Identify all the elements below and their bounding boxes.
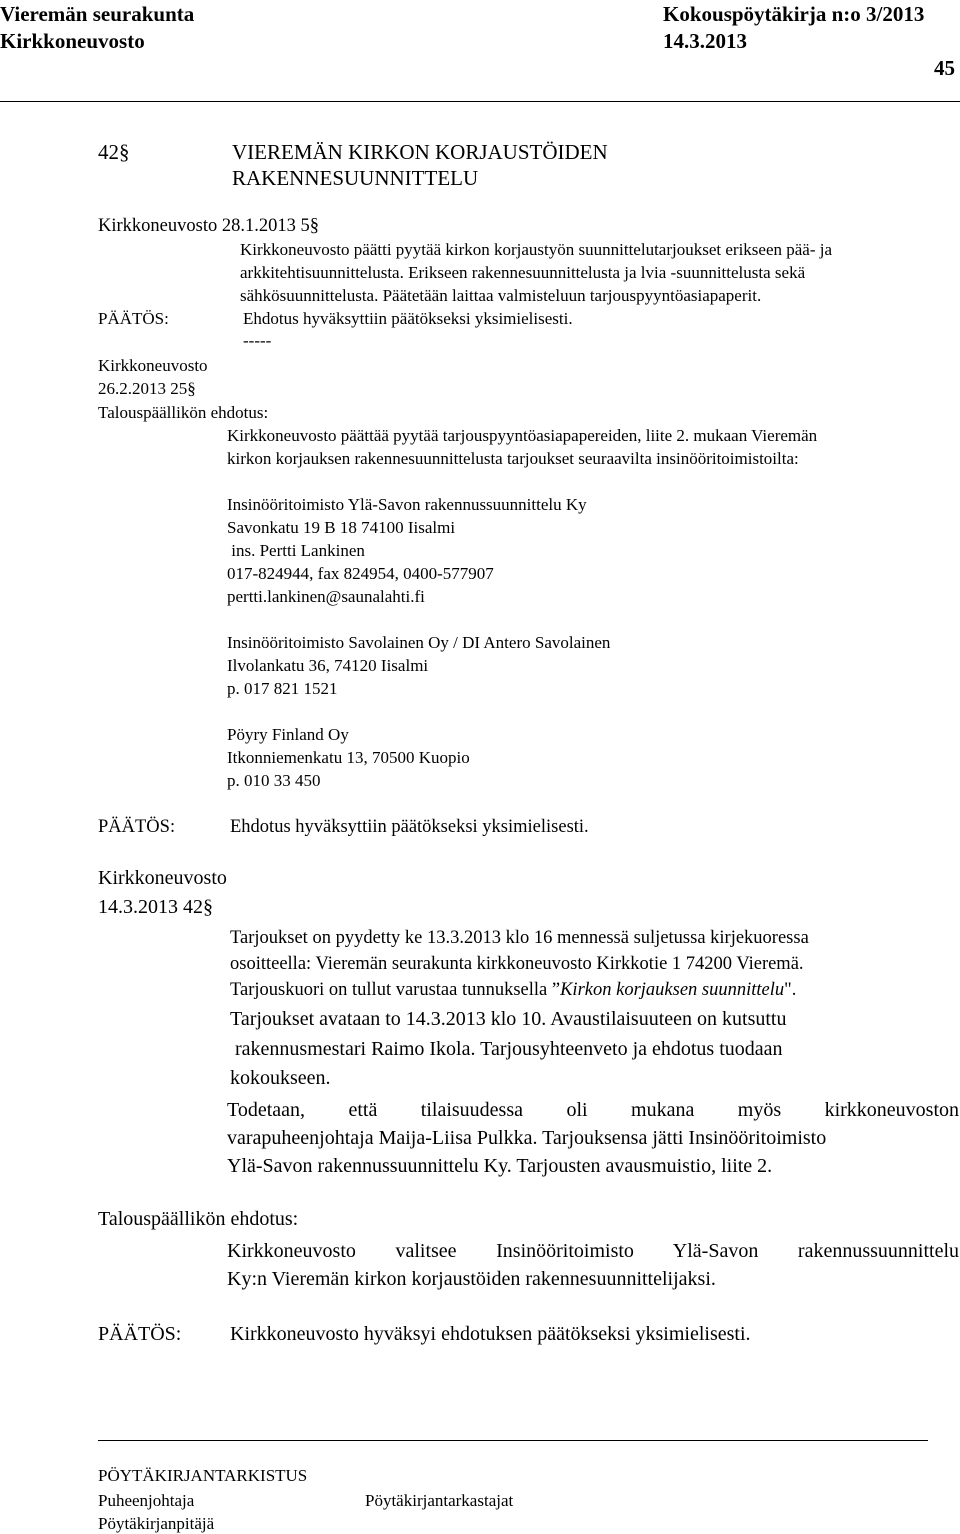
meeting3-p3-line: Todetaan, että tilaisuudessa oli mukana myös kirkkoneuvoston	[227, 1099, 959, 1121]
meeting2-proposal-label: Talouspäällikön ehdotus:	[98, 403, 269, 422]
meeting3-p3-line: Ylä-Savon rakennussuunnittelu Ky. Tarjousten avausmuistio, liite 2.	[227, 1155, 773, 1177]
meeting1-line: arkkitehtisuunnittelusta. Erikseen rakennesuunnittelusta ja lvia -suunnittelusta sekä	[240, 263, 806, 282]
footer-secretary: Pöytäkirjanpitäjä	[98, 1514, 215, 1533]
meeting3-p2-line: rakennusmestari Raimo Ikola. Tarjousyhteenveto ja ehdotus tuodaan	[230, 1038, 783, 1060]
meeting2-decision-label: PÄÄTÖS:	[98, 817, 176, 837]
meeting1-line: Kirkkoneuvosto päätti pyytää kirkon korjaustyön suunnittelutarjoukset erikseen pää- ja	[240, 240, 833, 259]
office-line: ins. Pertti Lankinen	[227, 541, 365, 560]
office-line: Insinööritoimisto Savolainen Oy / DI Antero Savolainen	[227, 633, 611, 652]
office-line: 017-824944, fax 824954, 0400-577907	[227, 564, 494, 583]
meeting3-proposal-line: Kirkkoneuvosto valitsee Insinööritoimisto Ylä-Savon rakennussuunnittelu	[227, 1240, 959, 1262]
meeting3-decision-label: PÄÄTÖS:	[98, 1323, 182, 1345]
meeting3-p2-line: kokoukseen.	[230, 1067, 331, 1089]
meeting3-p3	[227, 1096, 959, 1180]
meeting1-line: sähkösuunnittelusta. Päätetään laittaa valmisteluun tarjouspyyntöasiapaperit.	[240, 286, 762, 305]
footer-title: PÖYTÄKIRJANTARKISTUS	[98, 1466, 308, 1485]
section-title-line1: VIEREMÄN KIRKON KORJAUSTÖIDEN	[232, 140, 608, 164]
meeting3-p1-line3: Tarjouskuori on tullut varustaa tunnuksella ”Kirkon korjauksen suunnittelu".	[230, 980, 797, 1000]
meeting3-p2-line: Tarjoukset avataan to 14.3.2013 klo 10. Avaustilaisuuteen on kutsuttu	[230, 1008, 787, 1030]
office-line: Pöyry Finland Oy	[227, 725, 349, 744]
meeting3-body: Kirkkoneuvosto	[98, 867, 227, 889]
header-doc: Kokouspöytäkirja n:o 3/2013	[663, 2, 925, 26]
office-line: Savonkatu 19 B 18 74100 Iisalmi	[227, 518, 456, 537]
meeting2-proposal-line: kirkon korjauksen rakennesuunnittelusta tarjoukset seuraavilta insinööritoimistoilta:	[227, 449, 799, 468]
meeting2-proposal-line: Kirkkoneuvosto päättää pyytää tarjouspyyntöasiapapereiden, liite 2. mukaan Vieremän	[227, 426, 818, 445]
meeting3-ref: 14.3.2013 42§	[98, 896, 213, 918]
header-rule	[0, 101, 960, 102]
office-line: Ilvolankatu 36, 74120 Iisalmi	[227, 656, 429, 675]
meeting2-decision: Ehdotus hyväksyttiin päätökseksi yksimielisesti.	[230, 817, 589, 837]
meeting1-decision: Ehdotus hyväksyttiin päätökseksi yksimielisesti.	[243, 309, 573, 328]
meeting3-proposal	[227, 1237, 959, 1293]
meeting3-p3-line: varapuheenjohtaja Maija-Liisa Pulkka. Tarjouksensa jätti Insinööritoimisto	[227, 1127, 827, 1149]
page-number: 45	[934, 56, 955, 80]
footer-checkers: Pöytäkirjantarkastajat	[365, 1491, 514, 1510]
meeting3-proposal-line: Ky:n Vieremän kirkon korjaustöiden rakennesuunnittelijaksi.	[227, 1268, 716, 1290]
meeting2-ref: 26.2.2013 25§	[98, 379, 196, 398]
meeting3-p1-line: Tarjoukset on pyydetty ke 13.3.2013 klo 16 mennessä suljetussa kirjekuoressa	[230, 928, 809, 948]
meeting1-ref: Kirkkoneuvosto 28.1.2013 5§	[98, 216, 319, 236]
section-title-line2: RAKENNESUUNNITTELU	[232, 166, 479, 190]
meeting3-p1-line: osoitteella: Vieremän seurakunta kirkkoneuvosto Kirkkotie 1 74200 Vieremä.	[230, 954, 804, 974]
footer-chair: Puheenjohtaja	[98, 1491, 195, 1510]
header-org: Vieremän seurakunta	[0, 2, 195, 26]
header-body: Kirkkoneuvosto	[0, 29, 145, 53]
meeting3-proposal-label: Talouspäällikön ehdotus:	[98, 1208, 299, 1230]
meeting3-decision: Kirkkoneuvosto hyväksyi ehdotuksen päätökseksi yksimielisesti.	[230, 1323, 751, 1345]
section-number: 42§	[98, 140, 130, 164]
office-line: Itkonniemenkatu 13, 70500 Kuopio	[227, 748, 470, 767]
separator: -----	[243, 331, 272, 350]
footer-rule	[98, 1440, 928, 1441]
office-line: p. 010 33 450	[227, 771, 321, 790]
meeting1-decision-label: PÄÄTÖS:	[98, 309, 169, 328]
office-line: Insinööritoimisto Ylä-Savon rakennussuunnittelu Ky	[227, 495, 587, 514]
office-line: p. 017 821 1521	[227, 679, 338, 698]
header-date: 14.3.2013	[663, 29, 747, 53]
meeting2-body: Kirkkoneuvosto	[98, 356, 208, 375]
office-email: pertti.lankinen@saunalahti.fi	[227, 587, 425, 606]
